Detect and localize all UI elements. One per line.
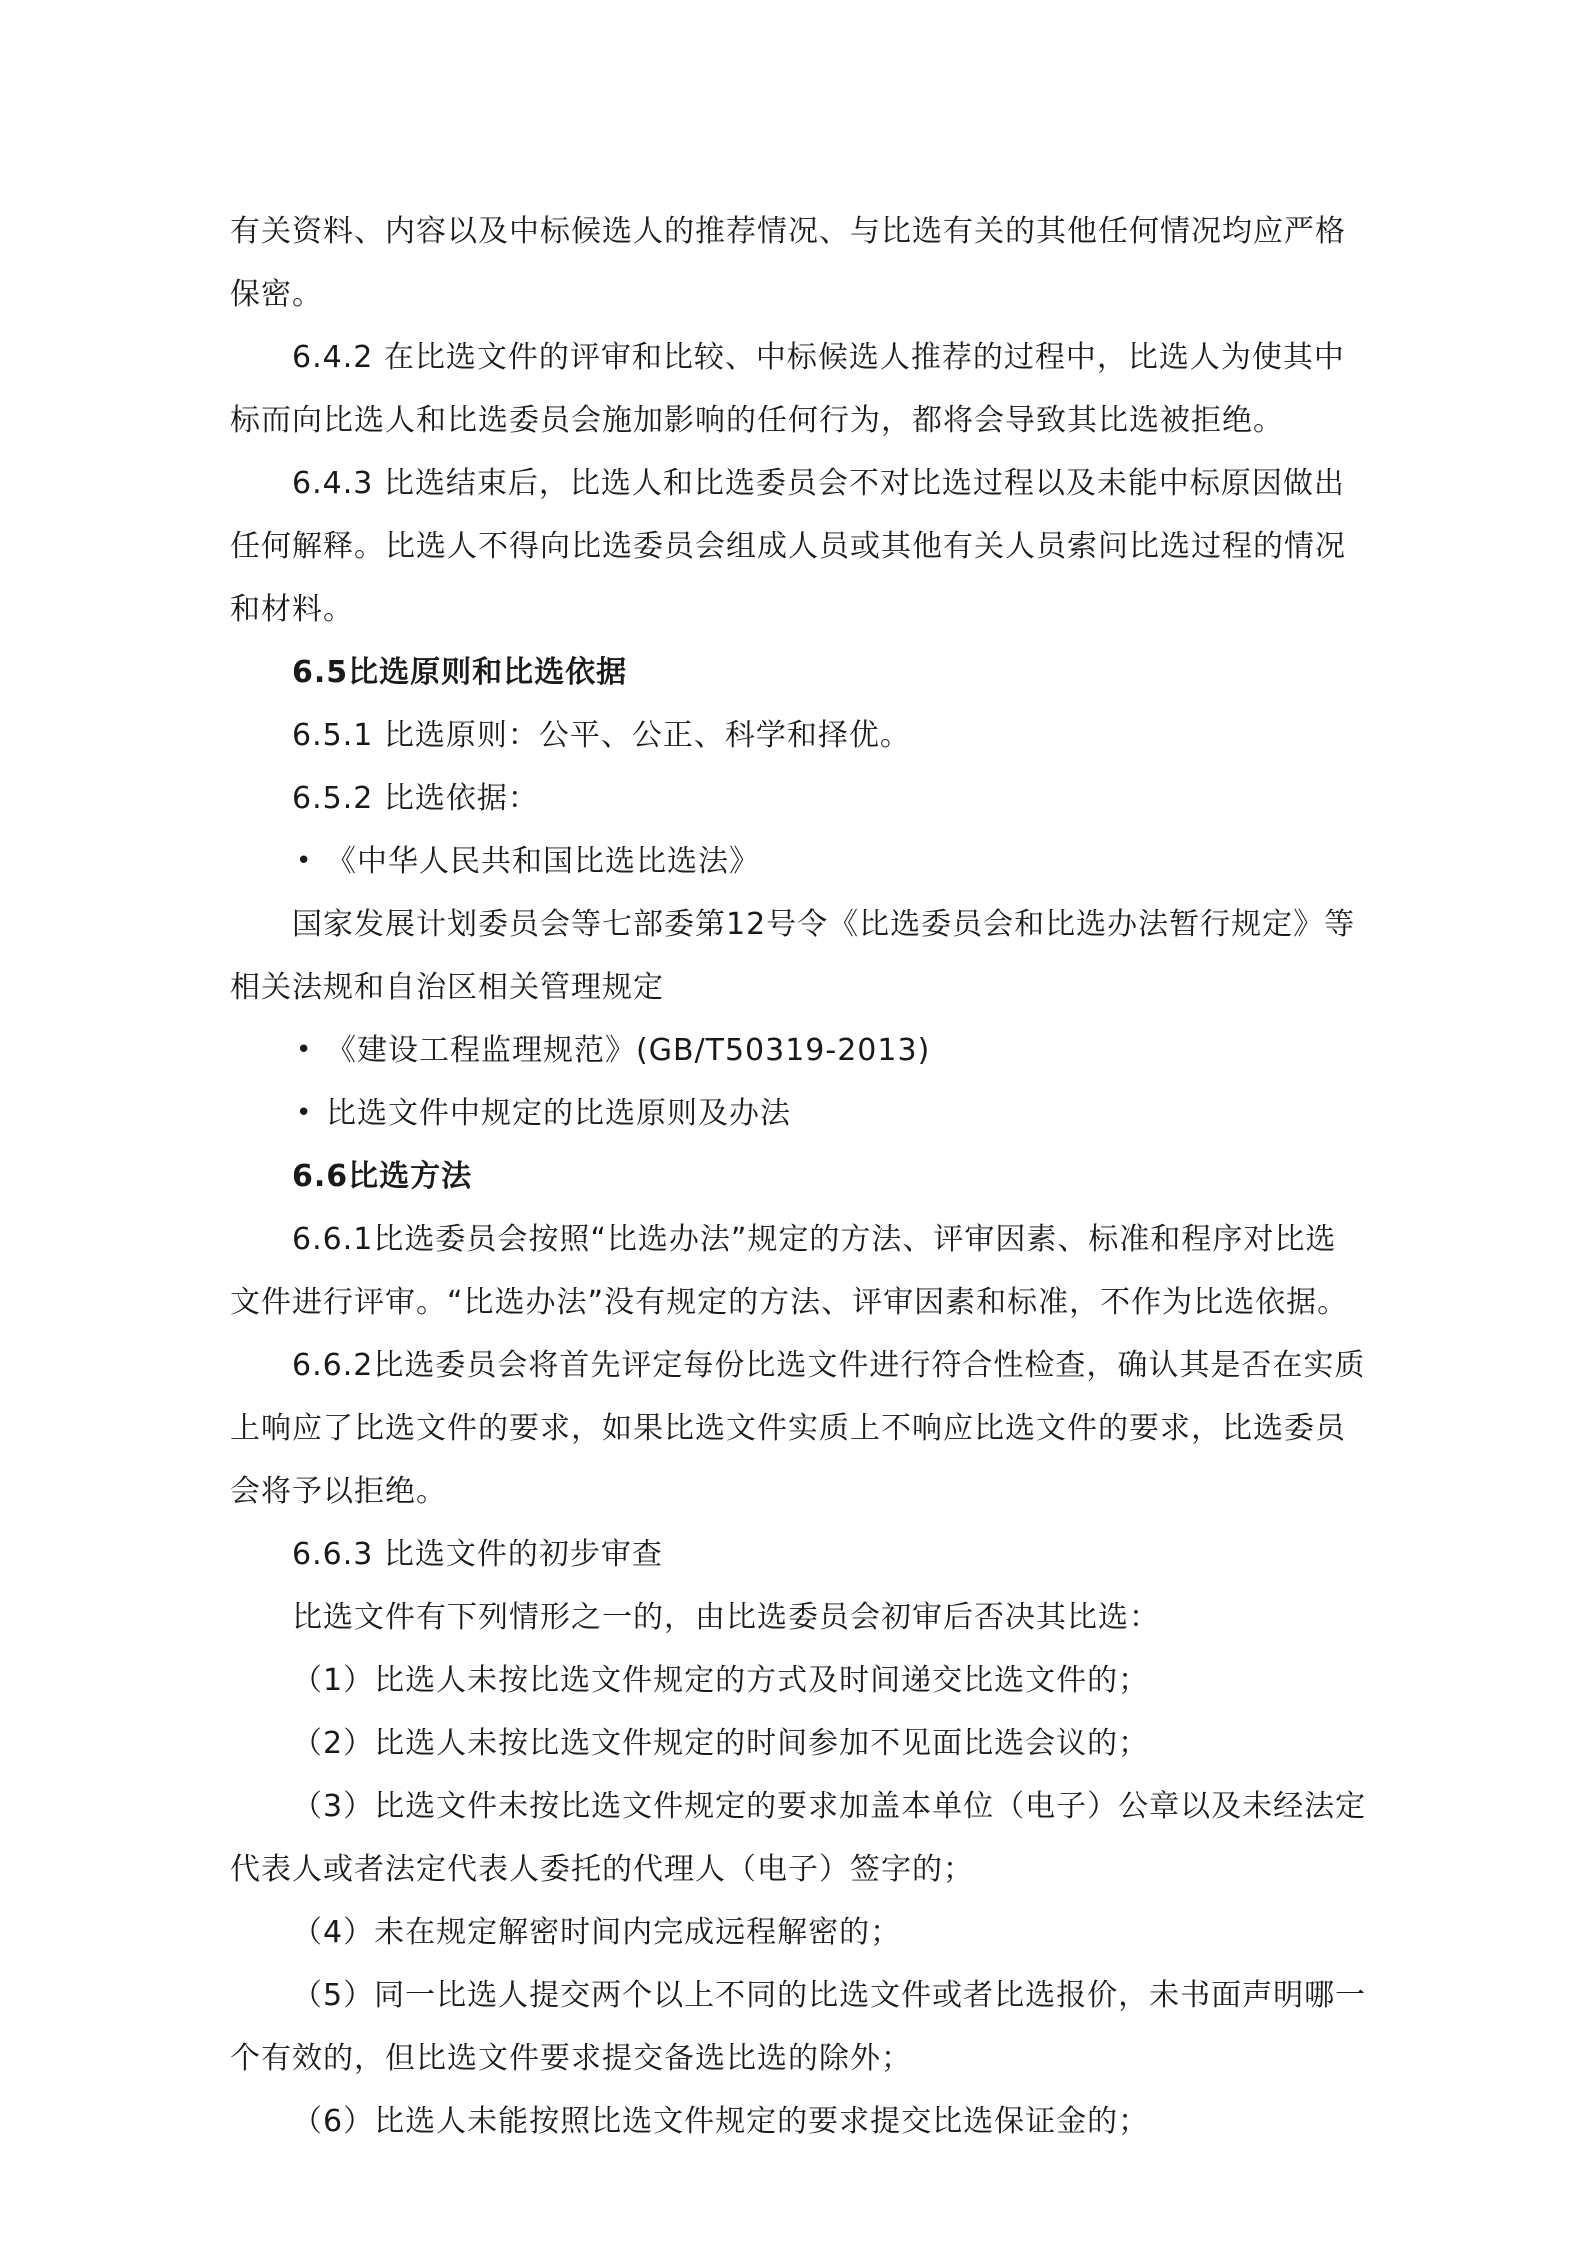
clause-6-4-2: 6.4.2 在比选文件的评审和比较、中标候选人推荐的过程中，比选人为使其中 [292, 340, 1345, 375]
section-heading-6-6: 6.6比选方法 [292, 1159, 473, 1194]
bullet-item [230, 1082, 1380, 1145]
paragraph-line: 任何解释。比选人不得向比选委员会组成人员或其他有关人员索问比选过程的情况 [230, 529, 1346, 564]
list-item-2: （2）比选人未按比选文件规定的时间参加不见面比选会议的； [292, 1726, 1150, 1761]
paragraph-line: 相关法规和自治区相关管理规定 [230, 970, 664, 1005]
paragraph-line: 有关资料、内容以及中标候选人的推荐情况、与比选有关的其他任何情况均应严格 [230, 214, 1346, 249]
clause-6-6-2: 6.6.2比选委员会将首先评定每份比选文件进行符合性检查，确认其是否在实质 [292, 1348, 1366, 1383]
bullet-icon: • [296, 1098, 313, 1128]
list-item-5: （5）同一比选人提交两个以上不同的比选文件或者比选报价，未书面声明哪一 [292, 1978, 1367, 2013]
paragraph-line: 上响应了比选文件的要求，如果比选文件实质上不响应比选文件的要求，比选委员 [230, 1411, 1346, 1446]
clause-6-6-3: 6.6.3 比选文件的初步审查 [292, 1537, 663, 1572]
clause-6-6-1: 6.6.1比选委员会按照“比选办法”规定的方法、评审因素、标准和程序对比选 [292, 1222, 1337, 1257]
list-item-6: （6）比选人未能按照比选文件规定的要求提交比选保证金的； [292, 2104, 1150, 2139]
bullet-text: 比选文件中规定的比选原则及办法 [326, 1096, 791, 1131]
clause-6-5-1: 6.5.1 比选原则：公平、公正、科学和择优。 [292, 718, 911, 753]
list-item-1: （1）比选人未按比选文件规定的方式及时间递交比选文件的； [292, 1663, 1150, 1698]
paragraph-line: 文件进行评审。“比选办法”没有规定的方法、评审因素和标准，不作为比选依据。 [230, 1285, 1349, 1320]
paragraph-line: 会将予以拒绝。 [230, 1474, 447, 1509]
bullet-icon: • [296, 846, 313, 876]
paragraph-line: 代表人或者法定代表人委托的代理人（电子）签字的； [230, 1852, 974, 1887]
bullet-item [230, 830, 1380, 893]
clause-6-4-3: 6.4.3 比选结束后，比选人和比选委员会不对比选过程以及未能中标原因做出 [292, 466, 1345, 501]
bullet-text: 《中华人民共和国比选比选法》 [326, 844, 760, 879]
clause-6-5-2: 6.5.2 比选依据： [292, 781, 539, 816]
list-item-3: （3）比选文件未按比选文件规定的要求加盖本单位（电子）公章以及未经法定 [292, 1789, 1367, 1824]
paragraph-line: 国家发展计划委员会等七部委第12号令《比选委员会和比选办法暂行规定》等 [292, 907, 1356, 942]
document-body [230, 200, 1380, 2153]
bullet-item [230, 1019, 1380, 1082]
bullet-icon: • [296, 1035, 313, 1065]
paragraph-line: 比选文件有下列情形之一的，由比选委员会初审后否决其比选： [292, 1600, 1160, 1635]
bullet-text: 《建设工程监理规范》(GB/T50319-2013) [326, 1033, 931, 1068]
paragraph-line: 和材料。 [230, 592, 354, 627]
list-item-4: （4）未在规定解密时间内完成远程解密的； [292, 1915, 902, 1950]
paragraph-line: 标而向比选人和比选委员会施加影响的任何行为，都将会导致其比选被拒绝。 [230, 403, 1284, 438]
paragraph-line: 保密。 [230, 277, 323, 312]
paragraph-line: 个有效的，但比选文件要求提交备选比选的除外； [230, 2041, 912, 2076]
section-heading-6-5: 6.5比选原则和比选依据 [292, 655, 628, 690]
